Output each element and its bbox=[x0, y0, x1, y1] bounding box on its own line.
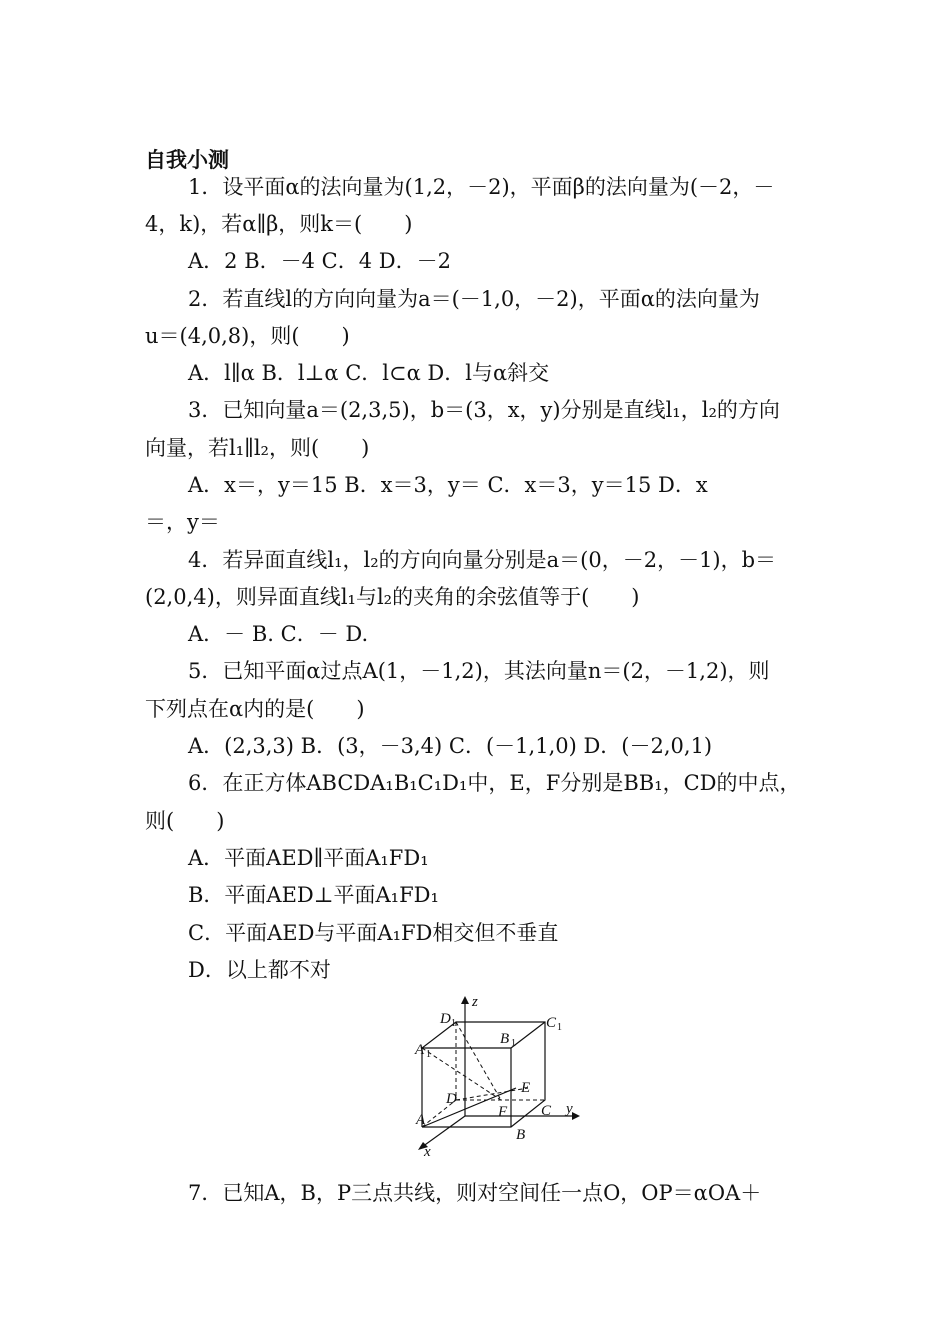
cube-edges bbox=[422, 1022, 545, 1127]
label-d1-sub: 1 bbox=[451, 1018, 456, 1029]
label-a1: A bbox=[415, 1042, 425, 1058]
q5-options: A．(2,3,3) B．(3，－3,4) C．(－1,1,0) D．(－2,0,1) bbox=[188, 734, 713, 758]
q6-option-a: A．平面AED∥平面A₁FD₁ bbox=[188, 846, 429, 870]
label-d: D bbox=[446, 1091, 457, 1107]
q4-line-1: 4．若异面直线l₁，l₂的方向向量分别是a＝(0，－2，－1)，b＝ bbox=[188, 548, 777, 572]
q6-line-1: 6．在正方体ABCDA₁B₁C₁D₁中，E，F分别是BB₁，CD的中点， bbox=[188, 771, 801, 795]
q3-options-line-2: ＝，y＝ bbox=[145, 510, 220, 534]
label-c1-sub: 1 bbox=[557, 1022, 562, 1033]
q2-line-1: 2．若直线l的方向向量为a＝(－1,0，－2)，平面α的法向量为 bbox=[188, 287, 760, 311]
label-c: C bbox=[541, 1103, 552, 1119]
y-arrow-icon bbox=[572, 1112, 580, 1120]
q1-options: A．2 B．－4 C．4 D．－2 bbox=[188, 249, 451, 273]
label-d1: D bbox=[440, 1011, 451, 1027]
q6-line-2: 则( ) bbox=[145, 809, 225, 833]
label-e: E bbox=[521, 1080, 531, 1096]
q3-options-line-1: A．x＝，y＝15 B．x＝3，y＝ C．x＝3，y＝15 D．x bbox=[188, 473, 708, 497]
label-y: y bbox=[566, 1101, 573, 1117]
label-b1-sub: 1 bbox=[511, 1038, 516, 1049]
x-axis bbox=[422, 1116, 465, 1147]
q6-option-d: D．以上都不对 bbox=[188, 958, 331, 982]
q5-line-2: 下列点在α内的是( ) bbox=[145, 697, 365, 721]
q6-option-c: C．平面AED与平面A₁FD相交但不垂直 bbox=[188, 921, 559, 945]
label-a1-sub: 1 bbox=[426, 1049, 431, 1060]
cube-figure bbox=[408, 990, 598, 1160]
q4-line-2: (2,0,4)，则异面直线l₁与l₂的夹角的余弦值等于( ) bbox=[145, 585, 640, 609]
q3-line-1: 3．已知向量a＝(2,3,5)，b＝(3，x，y)分别是直线l₁，l₂的方向 bbox=[188, 398, 780, 422]
label-f: F bbox=[498, 1104, 508, 1120]
q3-line-2: 向量，若l₁∥l₂，则( ) bbox=[145, 436, 370, 460]
label-b1: B bbox=[500, 1031, 510, 1047]
label-z: z bbox=[472, 994, 478, 1010]
label-a: A bbox=[416, 1112, 426, 1128]
q6-option-b: B．平面AED⊥平面A₁FD₁ bbox=[188, 883, 439, 907]
label-x: x bbox=[424, 1144, 431, 1160]
q4-options: A．－ B. C．－ D. bbox=[188, 622, 369, 646]
label-b: B bbox=[516, 1127, 526, 1143]
q7-line-1: 7．已知A，B，P三点共线，则对空间任一点O，OP＝αOA＋ bbox=[188, 1181, 762, 1205]
label-c1: C bbox=[546, 1015, 557, 1031]
q5-line-1: 5．已知平面α过点A(1，－1,2)，其法向量n＝(2，－1,2)，则 bbox=[188, 659, 770, 683]
q1-line-1: 1．设平面α的法向量为(1,2，－2)，平面β的法向量为(－2，－ bbox=[188, 175, 775, 199]
z-arrow-icon bbox=[461, 996, 469, 1004]
q1-line-2: 4，k)，若α∥β，则k＝( ) bbox=[145, 212, 413, 236]
q2-line-2: u＝(4,0,8)，则( ) bbox=[145, 324, 350, 348]
cube-hidden-edges bbox=[422, 1022, 545, 1127]
q2-options: A．l∥α B．l⊥α C．l⊂α D．l与α斜交 bbox=[188, 361, 550, 385]
section-title: 自我小测 bbox=[145, 148, 229, 172]
